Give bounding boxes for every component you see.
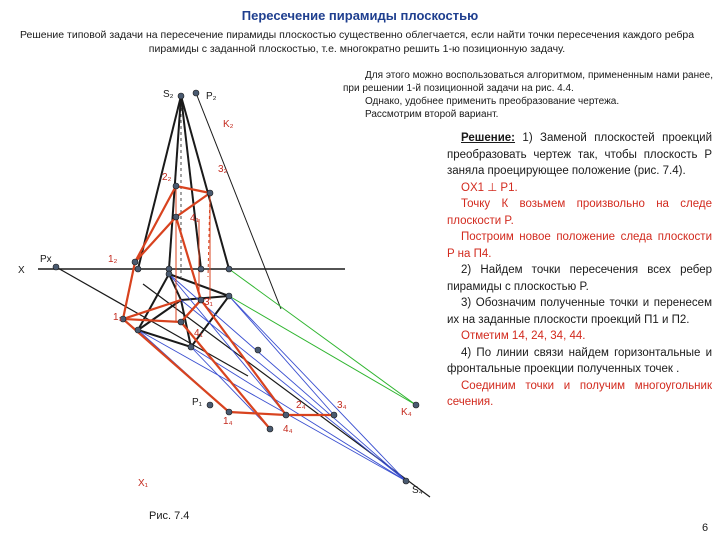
trace-p2-line [196,93,281,309]
green-projection-line [229,269,416,405]
side-note-line: Для этого можно воспользоваться алгоритмом, примененным нами ранее, при решении 1-й позиционной задачи на рис. 4.4. [343,70,713,94]
label-x1: X₁ [138,478,149,489]
solution-heading: Решение: [461,132,516,144]
label-px: Px [40,254,52,265]
point-markers [53,90,419,484]
solution-step-4: 4) По линии связи найдем горизонтальные и фронтальные проекции полученных точек . [447,346,712,375]
label-p1: P₁ [192,397,203,408]
page-title: Пересечение пирамиды плоскостью [241,8,479,23]
label-4-4: 4₄ [283,424,293,435]
label-1-1: 1₁ [113,312,122,323]
label-4-1: 4₁ [194,328,203,339]
label-3-1: 3₁ [204,297,213,308]
label-k2: K₂ [223,119,234,130]
label-2-4: 2₄ [296,400,306,411]
step4-end: Соединим точки и получим многоугольник сечения. [447,379,712,408]
step1-text: 1) Заменой плоскостей проекций преобразовать чертеж так, чтобы плоскость P заняла проецирующее положение (рис. 7.4). [447,132,713,177]
label-p2: P₂ [206,91,217,102]
label-x: X [18,265,25,276]
solution-step-2: 2) Найдем точки пересечения всех ребер пирамиды с плоскостью P. [447,264,712,293]
red-construction-lines [123,186,334,429]
label-k4: K₄ [401,407,412,418]
label-1-4: 1₄ [223,416,233,427]
side-note-line: Однако, удобнее применить преобразование чертежа. [365,96,620,107]
page-number: 6 [702,522,709,534]
step1-k: Точку К возьмем произвольно на следе плоскости P. [447,198,712,227]
label-3-4: 3₄ [337,400,347,411]
intro-text: Решение типовой задачи на пересечение пирамиды плоскостью существенно облегчается, если найти точки пересечения каждого ребра пирамиды с заданной плоскостью, т.е. многократно решить 1-ю позиционную задачу. [19,29,695,55]
label-s4: S₄ [412,485,423,496]
step1-axis: OX1 ⊥ P1. [461,181,518,194]
label-4-2: 4₁ [190,213,199,224]
label-3-2: 3₂ [218,164,228,175]
step1-trace: Построим новое положение следа плоскости P на П4. [447,231,712,260]
label-s2: S₂ [163,89,174,100]
side-note-line: Рассмотрим второй вариант. [365,109,499,120]
figure-caption: Рис. 7.4 [149,510,190,522]
solution-step-3: 3) Обозначим полученные точки и перенесем их на заданные плоскости проекций П1 и П2. [447,297,712,326]
step3-mark: Отметим 14, 24, 34, 44. [461,330,586,342]
label-2-2: 2₂ [162,172,172,183]
label-1-2: 1₂ [108,254,118,265]
